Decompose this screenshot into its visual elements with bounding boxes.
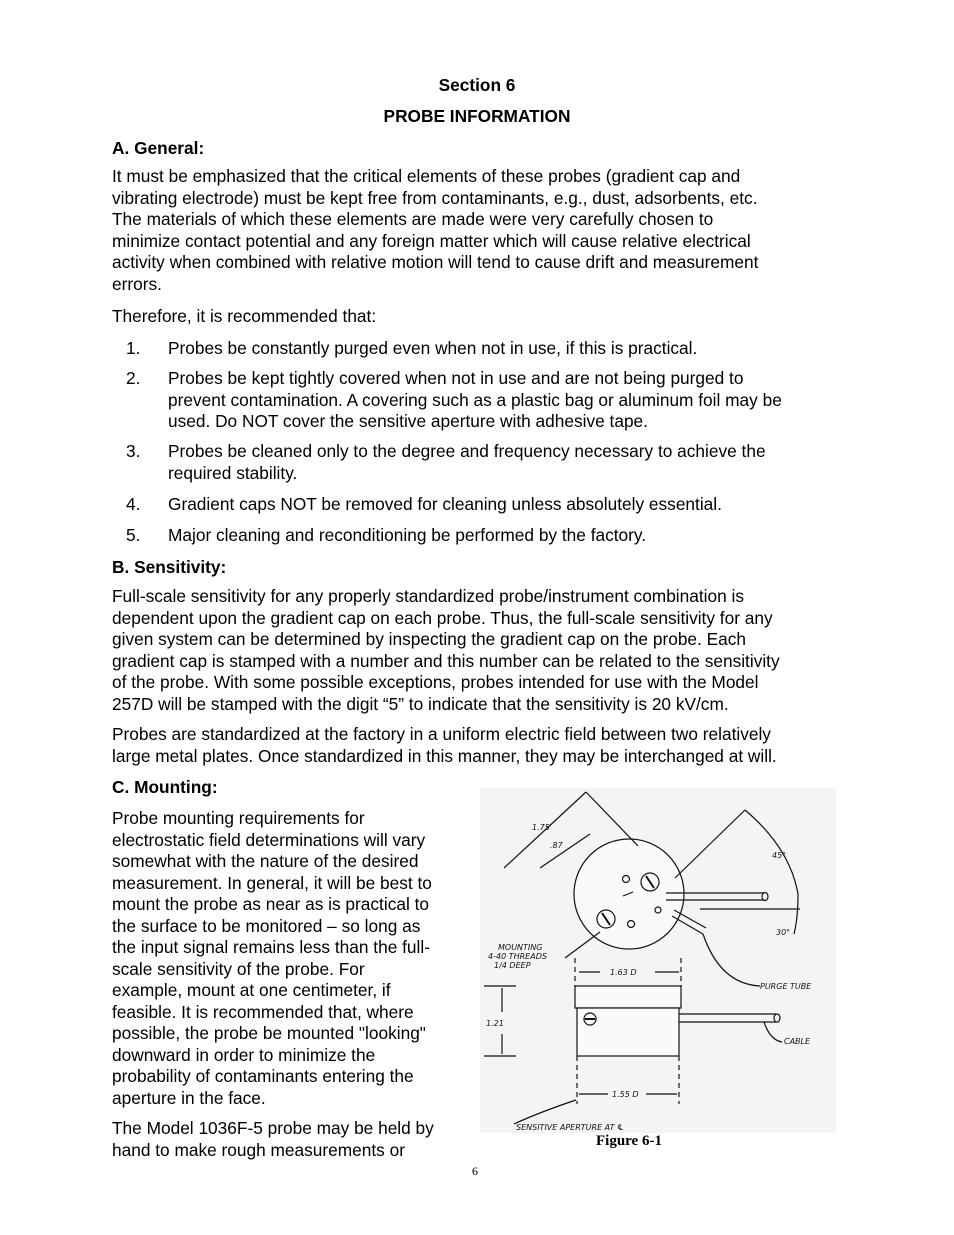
list-item <box>168 525 858 547</box>
text-line: the input signal remains less than the full- <box>112 937 430 957</box>
mounting-label: 4-40 THREADS <box>488 952 547 961</box>
mounting-paragraph-2 <box>112 1118 478 1161</box>
text-line: electrostatic field determinations will vary <box>112 829 426 850</box>
text-line: the surface to be monitored – so long as <box>112 915 421 936</box>
text-line: Probes are standardized at the factory in a uniform electric field between two relatively <box>112 724 771 744</box>
text-line: dependent upon the gradient cap on each probe. Thus, the full-scale sensitivity for any <box>112 607 773 628</box>
mounting-label: MOUNTING <box>498 943 543 952</box>
text-line: downward in order to minimize the <box>112 1044 376 1065</box>
mounting-paragraph-1 <box>112 808 478 1109</box>
text-line: 257D will be stamped with the digit “5” to indicate that the sensitivity is 20 kV/cm. <box>112 693 729 714</box>
page-number: 6 <box>472 1164 478 1178</box>
angle-label: 30° <box>776 928 791 937</box>
dim-label: 1.55 D <box>612 1090 639 1099</box>
text-line: activity when combined with relative motion will tend to cause drift and measurement <box>112 252 759 272</box>
text-line: vibrating electrode) must be kept free from contaminants, e.g., dust, adsorbents, etc. <box>112 187 758 208</box>
text-line: of the probe. With some possible exceptions, probes intended for use with the Model <box>112 672 759 692</box>
list-item-number: 4. <box>126 494 141 514</box>
text-line: Probes be kept tightly covered when not in use and are not being purged to <box>168 368 744 388</box>
dim-label: 1.63 D <box>610 968 637 977</box>
sensitivity-heading: B. Sensitivity: <box>112 557 227 577</box>
cable-label: CABLE <box>784 1037 811 1046</box>
text-line: Probes be constantly purged even when not in use, if this is practical. <box>168 338 698 358</box>
list-item-number: 3. <box>126 441 141 461</box>
text-line: gradient cap is stamped with a number and this number can be related to the sensitivity <box>112 650 780 671</box>
text-line: probability of contaminants entering the <box>112 1066 414 1086</box>
text-line: example, mount at one centimeter, if <box>112 980 391 1000</box>
angle-label: 45° <box>772 851 787 860</box>
list-item <box>168 441 858 484</box>
text-line: somewhat with the nature of the desired <box>112 851 419 871</box>
text-line: feasible. It is recommended that, where <box>112 1001 414 1022</box>
dim-label: 1.75 <box>532 823 550 832</box>
probe-drawing <box>480 788 836 1133</box>
list-item <box>168 368 858 433</box>
text-line: mount the probe as near as is practical to <box>112 894 429 914</box>
mounting-label: 1/4 DEEP <box>494 961 531 970</box>
sensitivity-paragraph-2 <box>112 724 852 767</box>
sensitivity-paragraph-1 <box>112 586 852 715</box>
dim-label: 1.21 <box>486 1019 504 1028</box>
text-line: measurement. In general, it will be best to <box>112 872 432 893</box>
general-paragraph-1 <box>112 166 852 295</box>
text-line: hand to make rough measurements or <box>112 1139 405 1160</box>
text-line: prevent contamination. A covering such as a plastic bag or aluminum foil may be <box>168 389 782 410</box>
section-number: Section 6 <box>438 75 516 95</box>
aperture-label: SENSITIVE APERTURE AT ℄ <box>516 1123 625 1132</box>
text-line: The materials of which these elements are made were very carefully chosen to <box>112 209 714 229</box>
list-item <box>168 494 858 516</box>
text-line: scale sensitivity of the probe. For <box>112 958 365 979</box>
dim-label: .87 <box>550 841 563 850</box>
general-paragraph-2: Therefore, it is recommended that: <box>112 306 377 326</box>
text-line: Full-scale sensitivity for any properly standardized probe/instrument combination is <box>112 586 745 606</box>
text-line: possible, the probe be mounted "looking" <box>112 1023 426 1043</box>
text-line: Major cleaning and reconditioning be performed by the factory. <box>168 525 647 545</box>
list-item <box>168 338 858 360</box>
text-line: Probe mounting requirements for <box>112 808 365 828</box>
list-item-number: 2. <box>126 368 141 388</box>
list-item-number: 5. <box>126 525 141 545</box>
text-line: used. Do NOT cover the sensitive aperture with adhesive tape. <box>168 411 648 431</box>
text-line: Gradient caps NOT be removed for cleaning unless absolutely essential. <box>168 494 722 514</box>
probe-figure <box>480 788 836 1133</box>
text-line: minimize contact potential and any foreign matter which will cause relative electrical <box>112 230 751 251</box>
list-item-number: 1. <box>126 338 141 358</box>
text-line: given system can be determined by inspecting the gradient cap on the probe. Each <box>112 629 747 649</box>
figure-caption: Figure 6-1 <box>596 1133 662 1149</box>
text-line: It must be emphasized that the critical elements of these probes (gradient cap and <box>112 166 741 186</box>
text-line: aperture in the face. <box>112 1087 266 1108</box>
text-line: The Model 1036F-5 probe may be held by <box>112 1118 434 1138</box>
text-line: large metal plates. Once standardized in this manner, they may be interchanged at will. <box>112 745 777 766</box>
purge-tube-label: PURGE TUBE <box>760 982 812 991</box>
section-title: PROBE INFORMATION <box>383 106 571 126</box>
text-line: required stability. <box>168 462 298 483</box>
text-line: errors. <box>112 273 162 294</box>
mounting-heading: C. Mounting: <box>112 777 218 797</box>
general-heading: A. General: <box>112 138 205 158</box>
text-line: Probes be cleaned only to the degree and frequency necessary to achieve the <box>168 441 766 461</box>
